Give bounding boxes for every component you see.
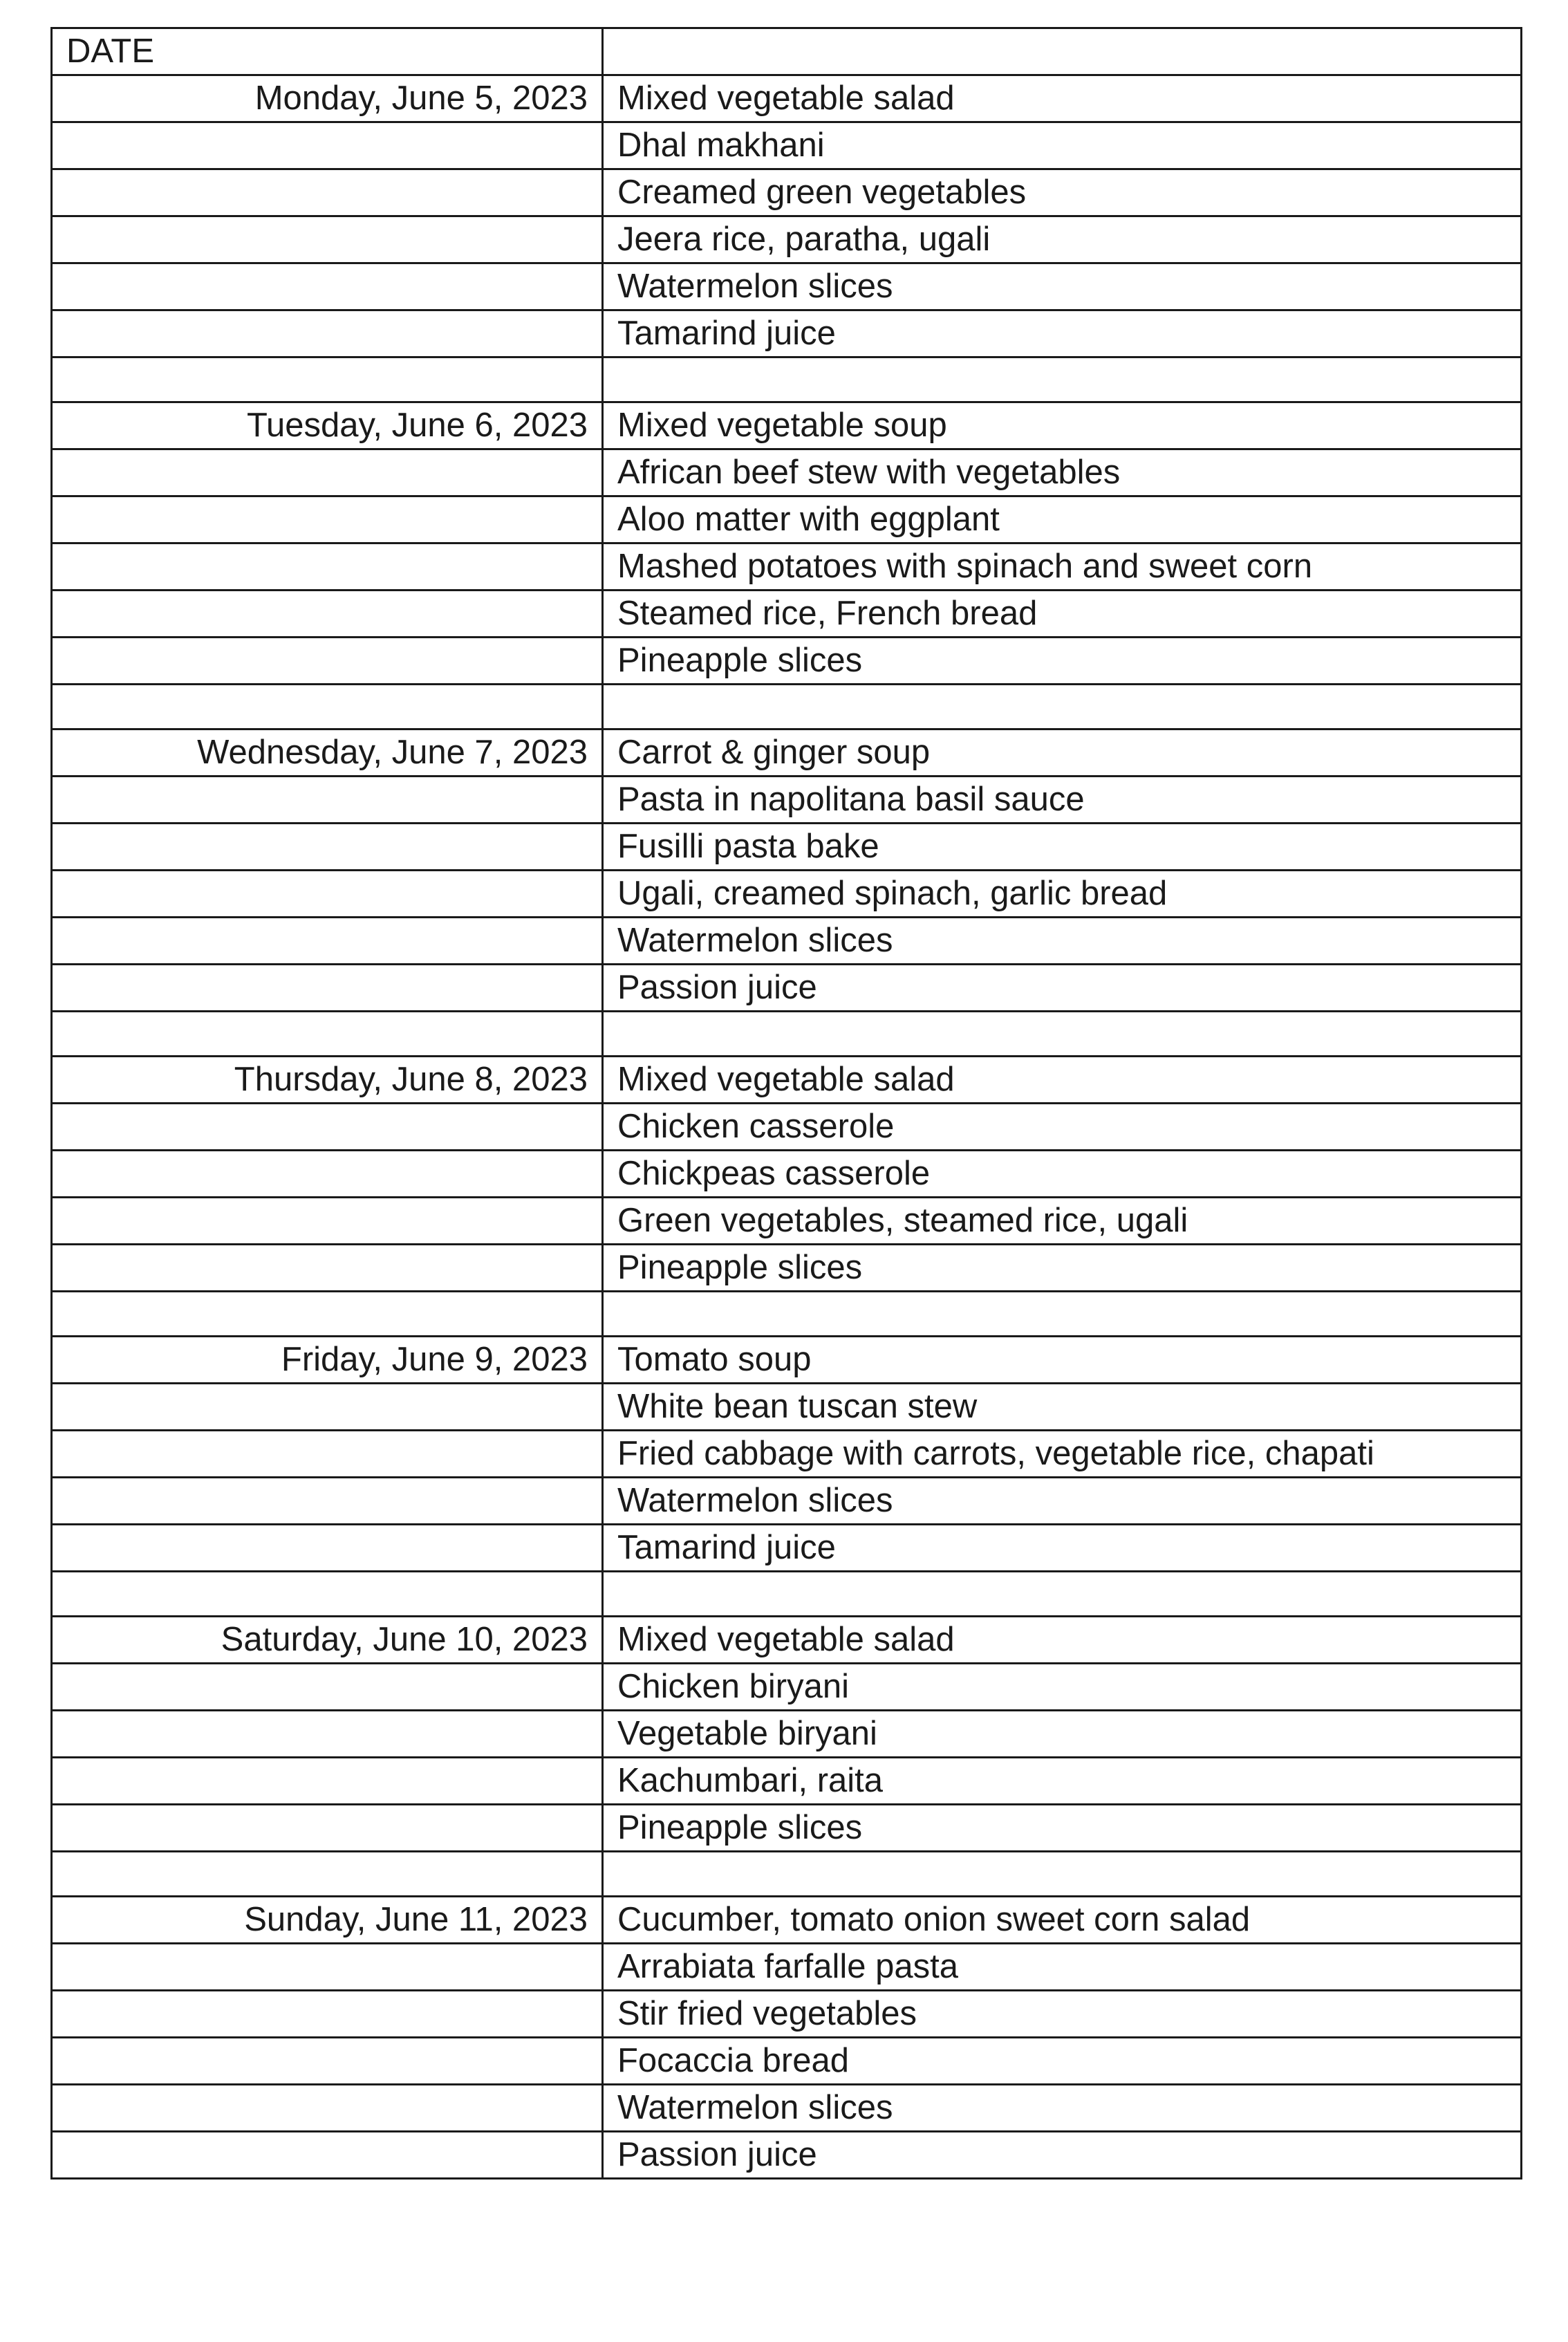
menu-item-cell: Chicken biryani bbox=[603, 1664, 1522, 1711]
empty-date-cell bbox=[52, 591, 603, 638]
menu-row bbox=[52, 402, 1522, 449]
menu-row bbox=[52, 1897, 1522, 1944]
menu-item-cell: Passion juice bbox=[603, 965, 1522, 1012]
spacer-row bbox=[52, 1292, 1522, 1337]
empty-cell bbox=[52, 1852, 603, 1897]
menu-item-cell: Chickpeas casserole bbox=[603, 1151, 1522, 1198]
date-column-header: DATE bbox=[52, 28, 603, 75]
menu-item-cell: Pineapple slices bbox=[603, 1245, 1522, 1292]
empty-date-cell bbox=[52, 2085, 603, 2132]
spacer-row bbox=[52, 1852, 1522, 1897]
menu-item-cell: Mixed vegetable salad bbox=[603, 75, 1522, 122]
menu-item-cell: Kachumbari, raita bbox=[603, 1758, 1522, 1805]
empty-date-cell bbox=[52, 2038, 603, 2085]
menu-row bbox=[52, 1711, 1522, 1758]
menu-row bbox=[52, 263, 1522, 310]
empty-date-cell bbox=[52, 1245, 603, 1292]
empty-date-cell bbox=[52, 1525, 603, 1572]
menu-row bbox=[52, 1151, 1522, 1198]
empty-date-cell bbox=[52, 1384, 603, 1431]
menu-row bbox=[52, 169, 1522, 216]
empty-cell bbox=[603, 357, 1522, 402]
menu-item-cell: Chicken casserole bbox=[603, 1104, 1522, 1151]
menu-item-cell: Steamed rice, French bread bbox=[603, 591, 1522, 638]
empty-date-cell bbox=[52, 824, 603, 871]
menu-item-cell: Mashed potatoes with spinach and sweet corn bbox=[603, 543, 1522, 591]
menu-row bbox=[52, 1384, 1522, 1431]
menu-item-cell: African beef stew with vegetables bbox=[603, 449, 1522, 496]
menu-row bbox=[52, 1337, 1522, 1384]
menu-item-cell: Creamed green vegetables bbox=[603, 169, 1522, 216]
empty-date-cell bbox=[52, 871, 603, 918]
menu-item-cell: Watermelon slices bbox=[603, 2085, 1522, 2132]
meal-schedule-table bbox=[50, 27, 1522, 2180]
empty-date-cell bbox=[52, 1664, 603, 1711]
menu-item-cell: Fusilli pasta bake bbox=[603, 824, 1522, 871]
menu-item-cell: Cucumber, tomato onion sweet corn salad bbox=[603, 1897, 1522, 1944]
empty-date-cell bbox=[52, 1104, 603, 1151]
menu-row bbox=[52, 871, 1522, 918]
menu-row bbox=[52, 543, 1522, 591]
menu-item-cell: Arrabiata farfalle pasta bbox=[603, 1944, 1522, 1991]
empty-date-cell bbox=[52, 1478, 603, 1525]
menu-row bbox=[52, 2132, 1522, 2179]
menu-item-cell: Fried cabbage with carrots, vegetable rice, chapati bbox=[603, 1431, 1522, 1478]
menu-item-cell: Watermelon slices bbox=[603, 263, 1522, 310]
empty-date-cell bbox=[52, 122, 603, 169]
menu-item-cell: Carrot & ginger soup bbox=[603, 729, 1522, 777]
empty-date-cell bbox=[52, 777, 603, 824]
empty-date-cell bbox=[52, 1198, 603, 1245]
menu-item-cell: Dhal makhani bbox=[603, 122, 1522, 169]
menu-row bbox=[52, 1431, 1522, 1478]
menu-item-cell: Tomato soup bbox=[603, 1337, 1522, 1384]
menu-row bbox=[52, 1758, 1522, 1805]
menu-row bbox=[52, 824, 1522, 871]
menu-row bbox=[52, 1057, 1522, 1104]
spacer-row bbox=[52, 357, 1522, 402]
empty-date-cell bbox=[52, 918, 603, 965]
spacer-row bbox=[52, 1572, 1522, 1617]
empty-cell bbox=[603, 1012, 1522, 1057]
menu-row bbox=[52, 449, 1522, 496]
empty-date-cell bbox=[52, 965, 603, 1012]
empty-date-cell bbox=[52, 1991, 603, 2038]
menu-item-cell: Jeera rice, paratha, ugali bbox=[603, 216, 1522, 263]
menu-item-cell: Tamarind juice bbox=[603, 1525, 1522, 1572]
day-date-cell: Wednesday, June 7, 2023 bbox=[52, 729, 603, 777]
menu-item-cell: Watermelon slices bbox=[603, 918, 1522, 965]
empty-cell bbox=[52, 1572, 603, 1617]
menu-row bbox=[52, 777, 1522, 824]
menu-item-cell: Pineapple slices bbox=[603, 638, 1522, 685]
spacer-row bbox=[52, 1012, 1522, 1057]
menu-item-cell: Pasta in napolitana basil sauce bbox=[603, 777, 1522, 824]
menu-row bbox=[52, 965, 1522, 1012]
empty-date-cell bbox=[52, 169, 603, 216]
menu-row bbox=[52, 591, 1522, 638]
menu-item-cell: Tamarind juice bbox=[603, 310, 1522, 357]
day-date-cell: Sunday, June 11, 2023 bbox=[52, 1897, 603, 1944]
menu-item-cell: Focaccia bread bbox=[603, 2038, 1522, 2085]
menu-item-cell: Watermelon slices bbox=[603, 1478, 1522, 1525]
menu-row bbox=[52, 1805, 1522, 1852]
menu-row bbox=[52, 216, 1522, 263]
meal-schedule-body bbox=[52, 28, 1522, 2179]
empty-date-cell bbox=[52, 543, 603, 591]
menu-column-header bbox=[603, 28, 1522, 75]
menu-row bbox=[52, 1104, 1522, 1151]
menu-row bbox=[52, 1478, 1522, 1525]
spacer-row bbox=[52, 685, 1522, 729]
empty-date-cell bbox=[52, 310, 603, 357]
empty-cell bbox=[52, 685, 603, 729]
menu-row bbox=[52, 1991, 1522, 2038]
menu-row bbox=[52, 918, 1522, 965]
menu-row bbox=[52, 122, 1522, 169]
empty-date-cell bbox=[52, 1711, 603, 1758]
menu-item-cell: Ugali, creamed spinach, garlic bread bbox=[603, 871, 1522, 918]
menu-item-cell: White bean tuscan stew bbox=[603, 1384, 1522, 1431]
menu-row bbox=[52, 1198, 1522, 1245]
empty-date-cell bbox=[52, 1805, 603, 1852]
menu-row bbox=[52, 496, 1522, 543]
empty-date-cell bbox=[52, 449, 603, 496]
menu-item-cell: Stir fried vegetables bbox=[603, 1991, 1522, 2038]
menu-row bbox=[52, 75, 1522, 122]
menu-item-cell: Mixed vegetable soup bbox=[603, 402, 1522, 449]
menu-row bbox=[52, 1617, 1522, 1664]
empty-date-cell bbox=[52, 263, 603, 310]
empty-cell bbox=[603, 1852, 1522, 1897]
empty-date-cell bbox=[52, 2132, 603, 2179]
menu-row bbox=[52, 729, 1522, 777]
menu-row bbox=[52, 1525, 1522, 1572]
menu-row bbox=[52, 2085, 1522, 2132]
menu-row bbox=[52, 1664, 1522, 1711]
empty-cell bbox=[603, 1572, 1522, 1617]
empty-cell bbox=[52, 1292, 603, 1337]
empty-cell bbox=[52, 357, 603, 402]
day-date-cell: Saturday, June 10, 2023 bbox=[52, 1617, 603, 1664]
menu-row bbox=[52, 310, 1522, 357]
empty-date-cell bbox=[52, 638, 603, 685]
empty-cell bbox=[603, 1292, 1522, 1337]
menu-item-cell: Aloo matter with eggplant bbox=[603, 496, 1522, 543]
day-date-cell: Monday, June 5, 2023 bbox=[52, 75, 603, 122]
empty-date-cell bbox=[52, 1944, 603, 1991]
empty-date-cell bbox=[52, 496, 603, 543]
empty-cell bbox=[603, 685, 1522, 729]
menu-row bbox=[52, 638, 1522, 685]
menu-item-cell: Passion juice bbox=[603, 2132, 1522, 2179]
menu-item-cell: Mixed vegetable salad bbox=[603, 1617, 1522, 1664]
day-date-cell: Tuesday, June 6, 2023 bbox=[52, 402, 603, 449]
day-date-cell: Thursday, June 8, 2023 bbox=[52, 1057, 603, 1104]
menu-row bbox=[52, 2038, 1522, 2085]
menu-item-cell: Mixed vegetable salad bbox=[603, 1057, 1522, 1104]
menu-item-cell: Vegetable biryani bbox=[603, 1711, 1522, 1758]
menu-row bbox=[52, 1944, 1522, 1991]
menu-item-cell: Pineapple slices bbox=[603, 1805, 1522, 1852]
menu-row bbox=[52, 1245, 1522, 1292]
empty-date-cell bbox=[52, 216, 603, 263]
empty-date-cell bbox=[52, 1431, 603, 1478]
header-row bbox=[52, 28, 1522, 75]
empty-cell bbox=[52, 1012, 603, 1057]
empty-date-cell bbox=[52, 1758, 603, 1805]
empty-date-cell bbox=[52, 1151, 603, 1198]
menu-item-cell: Green vegetables, steamed rice, ugali bbox=[603, 1198, 1522, 1245]
day-date-cell: Friday, June 9, 2023 bbox=[52, 1337, 603, 1384]
